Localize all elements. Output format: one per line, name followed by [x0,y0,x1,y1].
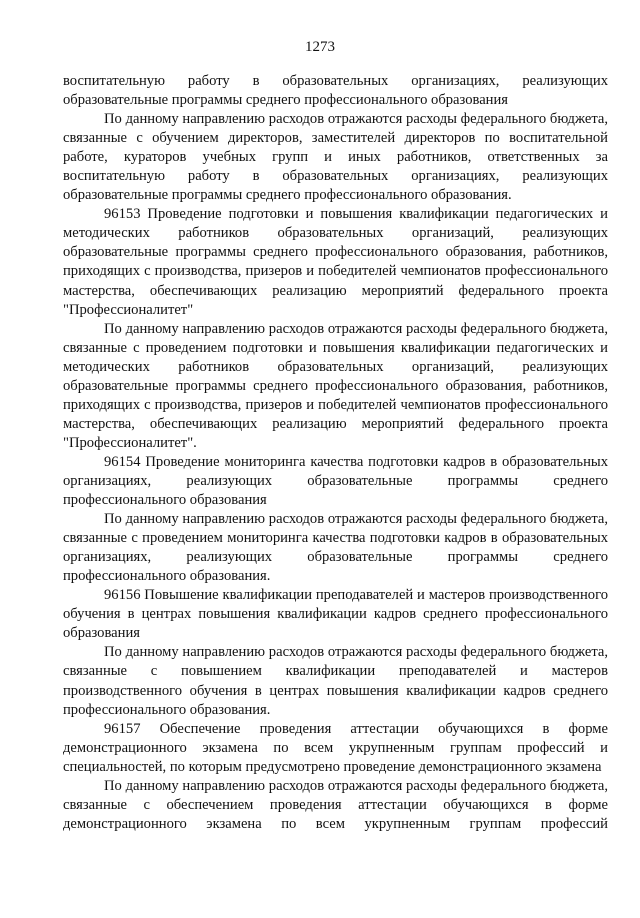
page-number: 1273 [305,39,335,55]
paragraph-expenses-96156: По данному направлению расходов отражаются расходы федерального бюджета, связанные с повышением квалификации преподавателей и мастеров производственного обучения в центрах повышения квалификации кадров среднего профессионального образования. [63,644,608,718]
heading-96157: 96157 Обеспечение проведения аттестации обучающихся в форме демонстрационного экзамена по всем укрупненным группам профессий и специальностей, по которым предусмотрено проведение демонстрационного экзамена [63,720,608,775]
paragraph-continuation: воспитательную работу в образовательных организациях, реализующих образовательные программы среднего профессионального образования [63,73,608,109]
paragraph-expenses-96157: По данному направлению расходов отражаются расходы федерального бюджета, связанные с обеспечением проведения аттестации обучающихся в форме демонстрационного экзамена по всем укрупненным группам профессий [63,777,608,832]
paragraph-expenses-96154: По данному направлению расходов отражаются расходы федерального бюджета, связанные с проведением мониторинга качества подготовки кадров в образовательных организациях, реализующих образовательные программы среднего профессионального образования. [63,511,608,585]
heading-96154: 96154 Проведение мониторинга качества подготовки кадров в образовательных организациях, реализующих образовательные программы среднего профессионального образования [63,453,608,509]
document-body [63,72,608,834]
paragraph-expenses-96153: По данному направлению расходов отражаются расходы федерального бюджета, связанные с проведением подготовки и повышения квалификации педагогических и методических работников образовательных организаций, реализующих образовательные программы среднего профессионального образования, работников, приходящих с производства, призеров и победителей чемпионатов профессионального мастерства, обеспечивающих реализацию мероприятий федерального проекта "Профессионалитет". [63,320,608,451]
heading-96156: 96156 Повышение квалификации преподавателей и мастеров производственного обучения в центрах повышения квалификации кадров среднего профессионального образования [63,587,608,642]
paragraph-expenses-96152: По данному направлению расходов отражаются расходы федерального бюджета, связанные с обучением директоров, заместителей директоров по воспитательной работе, кураторов учебных групп и иных работников, ответственных за воспитательную работу в образовательных организациях, реализующих образовательные программы среднего профессионального образования. [63,111,608,204]
heading-96153: 96153 Проведение подготовки и повышения квалификации педагогических и методических работников образовательных организаций, реализующих образовательные программы среднего профессионального образования, работников, приходящих с производства, призеров и победителей чемпионатов профессионального мастерства, обеспечивающих реализацию мероприятий федерального проекта "Профессионалитет" [63,206,608,318]
